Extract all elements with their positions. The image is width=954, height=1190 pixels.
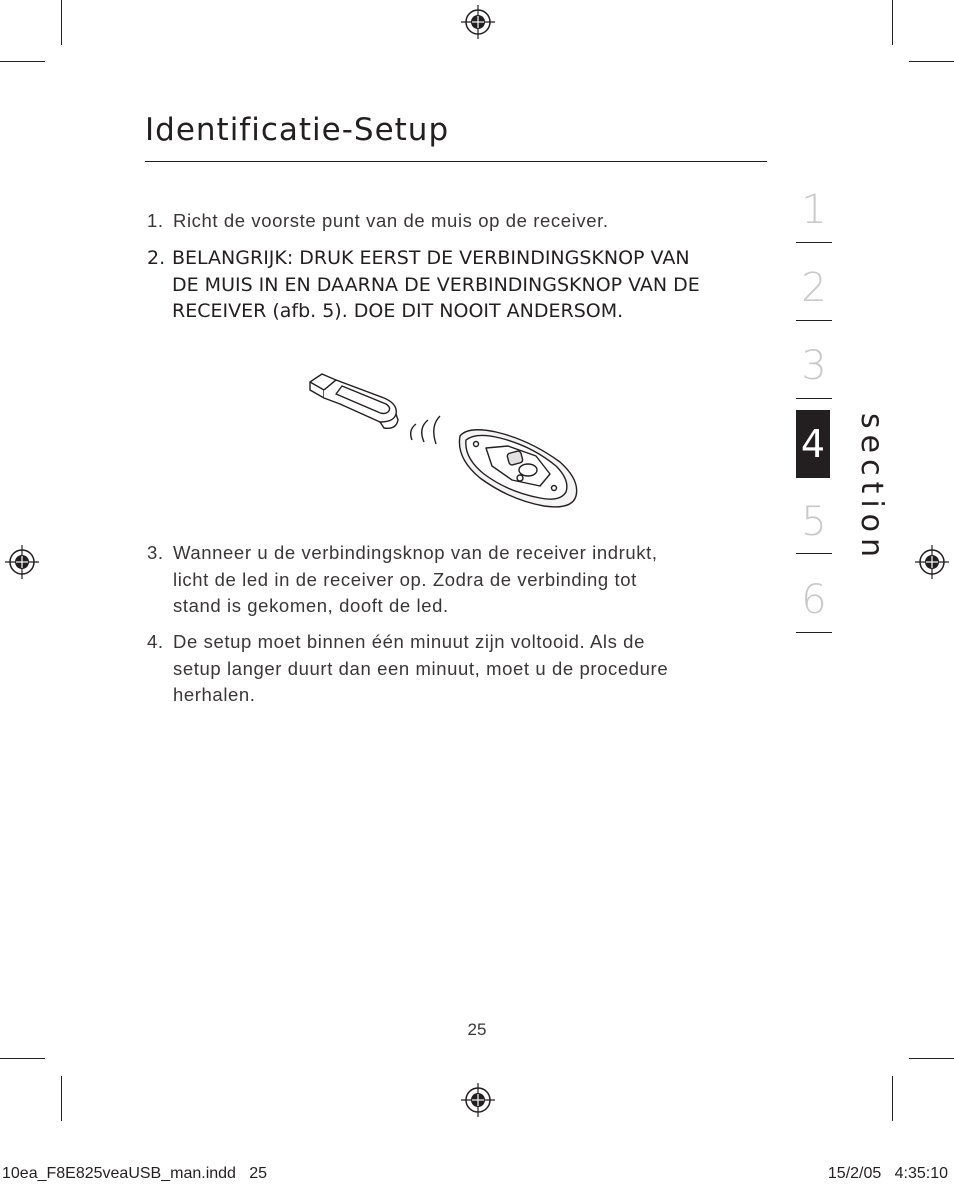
step-line: Wanneer u de verbindingsknop van de receiver indrukt, [173,542,658,563]
step-number: 4. [147,631,164,652]
page-number: 25 [467,1020,487,1039]
step-4 [147,629,767,709]
section-divider [796,553,832,554]
crop-mark [892,0,893,45]
step-number: 1. [147,210,164,231]
step-number: 3. [147,542,164,563]
registration-mark-icon [459,3,497,41]
step-2-important [147,245,767,325]
step-line: licht de led in de receiver op. Zodra de verbinding tot [173,568,637,590]
usb-receiver-and-mouse-illustration [300,360,590,510]
section-number-2: 2 [801,265,827,311]
step-1 [147,208,767,235]
section-number-4-active: 4 [796,410,830,478]
crop-mark [892,1076,893,1121]
section-label: section [854,413,889,564]
step-line: BELANGRIJK: DRUK EERST DE VERBINDINGSKNOP VAN [172,247,690,269]
step-line: De setup moet binnen één minuut zijn voltooid. Als de [173,631,645,652]
step-text: Richt de voorste punt van de muis op de receiver. [173,210,609,231]
page-title: Identificatie-Setup [145,112,450,148]
step-line: RECEIVER (afb. 5). DOE DIT NOOIT ANDERSOM. [172,300,624,322]
section-number-5: 5 [801,499,827,545]
step-3 [147,540,767,620]
slug-filename: 10ea_F8E825veaUSB_man.indd 25 [2,1165,268,1182]
section-number-3: 3 [801,343,827,389]
crop-mark [909,1058,954,1059]
section-number-6: 6 [801,577,827,623]
registration-mark-icon [3,543,41,581]
section-divider [796,320,832,321]
crop-mark [0,1058,45,1059]
crop-mark [61,0,62,45]
section-number-1: 1 [801,187,827,233]
step-number: 2. [147,247,166,269]
section-divider [796,242,832,243]
step-line: DE MUIS IN EN DAARNA DE VERBINDINGSKNOP VAN DE [172,273,700,296]
section-divider [796,632,832,633]
step-line: setup langer duurt dan een minuut, moet u de procedure [173,657,669,679]
step-line: herhalen. [173,684,256,705]
title-divider [145,161,767,162]
section-divider [796,398,832,399]
registration-mark-icon [913,543,951,581]
crop-mark [61,1076,62,1121]
crop-mark [909,61,954,62]
step-line: stand is gekomen, dooft de led. [173,595,449,616]
crop-mark [0,61,45,62]
slug-datetime: 15/2/05 4:35:10 [827,1165,948,1182]
registration-mark-icon [459,1081,497,1119]
